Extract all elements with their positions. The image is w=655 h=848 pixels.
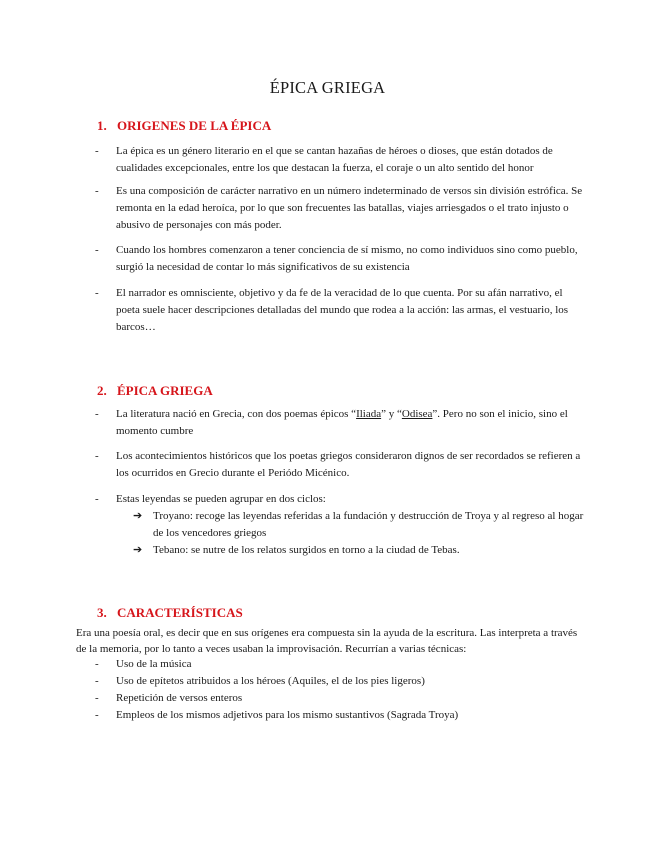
odisea-link[interactable]: Odisea — [401, 408, 433, 420]
arrow-icon: ➔ — [133, 544, 143, 556]
page-title: ÉPICA GRIEGA — [269, 78, 386, 97]
document-page: ÉPICA GRIEGA 1. ORIGENES DE LA ÉPICA - La épica es un género literario en el que se cantan hazañas de héroes o dioses, que están dotados de cualidades excepcionales, entre los que destacan la fuerza, el coraje o un alto sentido del honor - Es una composición de carácter narrativo en un número indeterminado de versos sin división estrófica. Se remonta en la edad heroíca, por lo que son frecuentes las batallas, viajes arriesgados o el trato injusto o abusivo de personajes con más poder. - Cuando los hombres comenzaron a tener conciencia de sí mismo, no como individuos sino como pueblo, surgió la necesidad de contar lo más significativos de su existencia - El narrador es omnisciente, objetivo y da fe de la veracidad de lo que cuenta. Por su afán narrativo, el poeta suele hacer descripciones detalladas del mundo que rodea a la acción: las armas, el vestuario, los barcos… 2. ÉPICA GRIEGA - La literatura nació en Grecia, con dos poemas épicos “Iliada” y “Odisea”. Pero no son el inicio, sino el momento cumbre - Los acontecimientos históricos que los poetas griegos consideraron dignos de ser recordados se refieren a los ocurridos en Grecio durante el Periódo Micénico. - Estas leyendas se pueden agrupar en dos ciclos: ➔ Troyano: recoge las leyendas referidas a la fundación y destrucción de Troya y al regreso al hogar de los vencedores griegos ➔ Tebano: se nutre de los relatos surgidos en torno a la ciudad de Tebas. 3. CARACTERÍSTICAS Era una poesía oral, es decir que en sus orígenes era compuesta sin la ayuda de la escritura. Las interpreta a través de la memoria, por lo tanto a veces usaban la improvisación. Recurrían a varias técnicas: - Uso de la música - Uso de epítetos atribuidos a los héroes (Aquiles, el de los pies ligeros) - Repetición de versos enteros - Empleos de los mismos adjetivos para los mismo sustantivos (Sagrada Troya) — [0, 0, 655, 848]
iliada-link[interactable]: Iliada — [356, 408, 382, 420]
intro-paragraph: Era una poesía oral, es decir que en sus orígenes era compuesta sin la ayuda de la escritura. Las interpreta a través de la memoria, por lo tanto a veces usaban la improvisación. Recurrían a varias técnicas: — [76, 627, 578, 655]
arrow-icon: ➔ — [133, 510, 143, 522]
section-heading-origenes: 1. ORIGENES DE LA ÉPICA — [97, 118, 272, 133]
section-heading-epica-griega: 2. ÉPICA GRIEGA — [97, 383, 213, 398]
section-heading-caracteristicas: 3. CARACTERÍSTICAS — [97, 605, 243, 620]
